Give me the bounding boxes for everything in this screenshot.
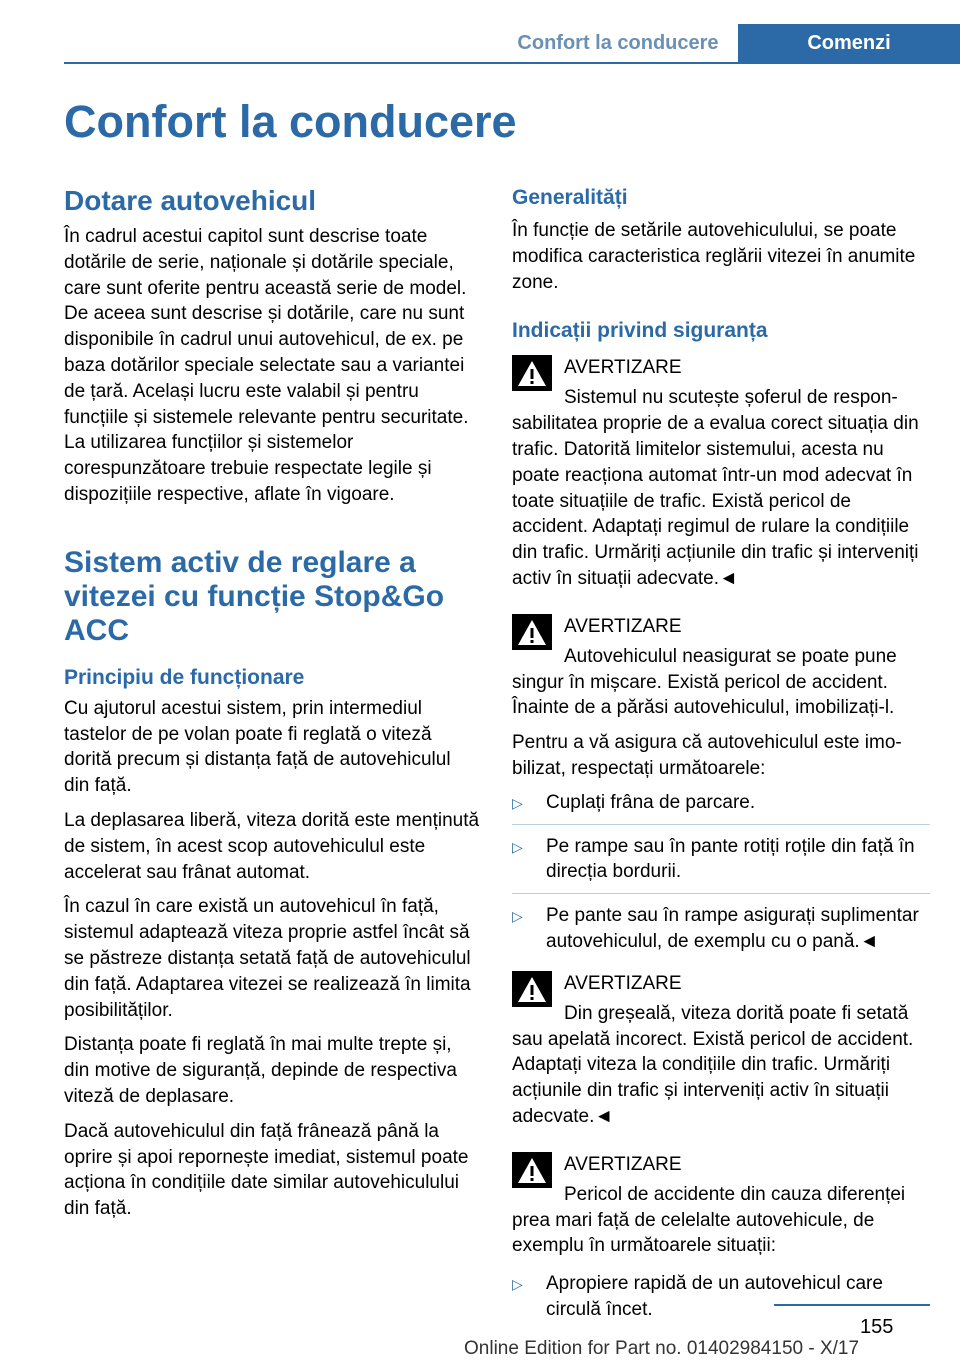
triangle-bullet-icon: ▷ — [512, 908, 523, 925]
warning-label: AVERTIZARE — [564, 615, 682, 637]
page-number: 155 — [860, 1316, 894, 1338]
right-column — [512, 184, 930, 1323]
warning-label: AVERTIZARE — [564, 972, 682, 994]
left-column — [64, 184, 480, 1222]
heading-generalitati: Generalități — [512, 186, 628, 209]
list-item: ▷ Pe rampe sau în pante rotiți roțile din față în direcția bordurii. — [512, 835, 915, 883]
paragraph-principiu-5: Dacă autovehiculul din față frânează până la oprire și apoi repornește imediat, sistemul poate acționa în condițiile date similar autovehiculului din față. — [64, 1120, 469, 1220]
warning-triangle-icon — [512, 1152, 552, 1188]
triangle-bullet-icon: ▷ — [512, 794, 523, 811]
paragraph-principiu-2: La deplasarea liberă, viteza dorită este menținută de sistem, în acest scop autovehiculul este accelerat sau frânat automat. — [64, 809, 480, 883]
heading-principiu: Principiu de funcționare — [64, 665, 305, 689]
list-imobilizare — [512, 790, 930, 955]
list-item: ▷ Pe pante sau în rampe asigurați suplimentar autovehiculul, de exemplu cu o pană.◄ — [512, 905, 919, 952]
warning-text: Sistemul nu scutește șoferul de responsabilitatea proprie de a evalua corect situația din trafic. Datorită limitelor sistemului, acesta nu poate reacționa automat într-un mod adecvat în toate situațiile de trafic. Există pericol de accident. Adaptați regimul de rulare la condițiile din trafic. Urmăriți acțiunile din trafic și interveniți activ în situații adecvate.◄ — [512, 387, 919, 589]
header-rule — [64, 62, 960, 64]
paragraph-principiu-4: Distanța poate fi reglată în mai multe trepte și, din motive de siguranță, depinde de respectiva viteză de deplasare. — [64, 1034, 457, 1107]
paragraph-imobilizat: Pentru a vă asigura că autovehiculul este imobilizat, respectați următoarele: — [512, 732, 902, 779]
header-tab-comenzi[interactable]: Comenzi — [738, 24, 960, 62]
list-divider — [512, 824, 930, 825]
paragraph-principiu-1: Cu ajutorul acestui sistem, prin intermediul tastelor de pe volan poate fi reglată o viteză dorită precum și distanța față de autovehiculul din față. — [64, 697, 451, 797]
paragraph-dotare: În cadrul acestui capitol sunt descrise toate dotările de serie, naționale și dotările speciale, care sunt oferite pentru această serie de model. De aceea sunt descrise și dotările, care nu sunt disponibile în cadrul unui autovehicul, de ex. pe baza dotărilor speciale selectate sau a variantei de țară. Același lucru este valabil și pentru funcțiile și sistemele relevante pentru securitate. La utilizarea funcțiilor și sistemelor corespunzătoare trebuie respectate legile și dispozițiile respective, aflate în vigoare. — [64, 226, 469, 505]
warning-text: Autovehiculul neasigurat se poate pune singur în mișcare. Există pericol de accident. Înainte de a părăsi autovehiculul, imobilizați-l. — [512, 645, 897, 719]
heading-acc: Sistem activ de reglare a vitezei cu funcție Stop&Go ACC — [64, 545, 445, 647]
warning-label: AVERTIZARE — [564, 1153, 682, 1175]
triangle-bullet-icon: ▷ — [512, 838, 523, 855]
warning-label: AVERTIZARE — [564, 357, 682, 379]
list-situatii — [512, 1271, 930, 1323]
list-item: ▷ Apropiere rapidă de un autovehicul care circulă încet. — [512, 1273, 883, 1320]
heading-dotare: Dotare autovehicul — [64, 185, 317, 216]
warning-text: Din greșeală, viteza dorită poate fi setată sau apelată incorect. Există pericol de accident. Adaptați viteza la condițiile din trafic. Urmăriți acțiunile din trafic și interveniți activ în situații adecvate.◄ — [512, 1002, 914, 1127]
warning-triangle-icon — [512, 614, 552, 650]
warning-triangle-icon — [512, 355, 552, 391]
list-item: ▷ Cuplați frâna de parcare. — [512, 790, 930, 816]
edition-watermark: Online Edition for Part no. 01402984150 - X/17 — [464, 1338, 860, 1359]
triangle-bullet-icon: ▷ — [512, 1276, 523, 1293]
warning-block-2 — [512, 614, 930, 721]
warning-text: Pericol de accidente din cauza diferenței prea mari față de celelalte autovehicule, de exemplu în următoarele situații: — [512, 1183, 906, 1257]
page-title: Confort la conducere — [64, 96, 517, 147]
warning-block-4 — [512, 1152, 930, 1259]
paragraph-generalitati: În funcție de setările autovehiculului, se poate modifica caracteristica reglării vitezei în anumite zone. — [512, 220, 916, 293]
warning-triangle-icon — [512, 971, 552, 1007]
footer-rule — [774, 1304, 930, 1306]
list-divider — [512, 893, 930, 894]
warning-block-3 — [512, 971, 930, 1130]
warning-block-1 — [512, 355, 930, 591]
header-section-label: Confort la conducere — [517, 32, 719, 54]
heading-indicatii: Indicații privind siguranța — [512, 319, 768, 343]
paragraph-principiu-3: În cazul în care există un autovehicul în față, sistemul adaptează viteza proprie astfel încât să se păstreze distanța setată față de autovehiculul din față. Adaptarea vitezei se realizează în limita posibilităților. — [64, 896, 471, 1021]
